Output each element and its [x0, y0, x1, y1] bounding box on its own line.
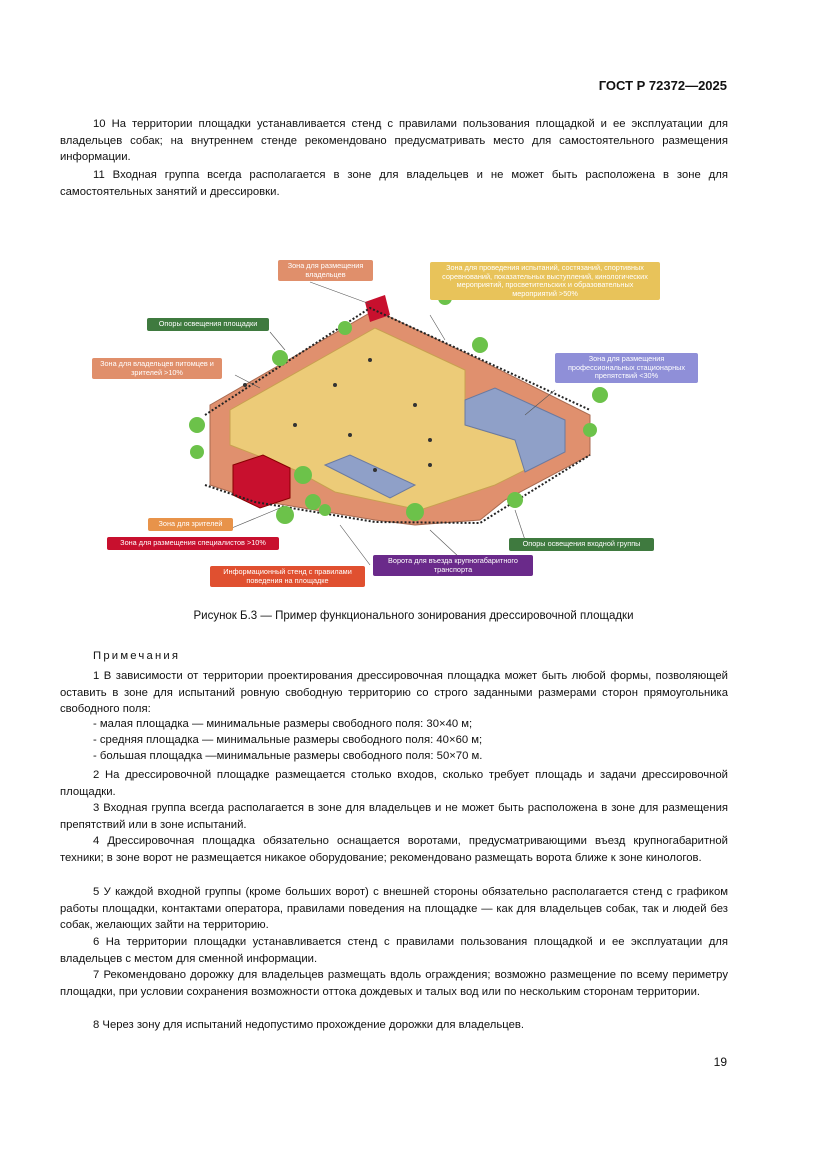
- page-number: 19: [713, 1055, 727, 1069]
- label-gate: Ворота для въезда крупногабаритного транспорта: [373, 555, 533, 576]
- label-nursery-zone: Зона для владельцев питомцев и зрителей >10%: [92, 358, 222, 379]
- zoning-figure: [85, 240, 745, 595]
- document-id: ГОСТ Р 72372—2025: [598, 78, 727, 93]
- note-1: 1 В зависимости от территории проектирования дрессировочная площадка может быть любой формы, позволяющей оставить в зоне для испытаний ровную свободную территорию со строго заданными размерами сторон прямоугольника свободного поля:: [60, 670, 728, 715]
- note-2: 2 На дрессировочной площадке размещается столько входов, сколько требует площадь и задачи дрессировочной площадки.: [60, 769, 728, 798]
- note-bullet-medium: - средняя площадка — минимальные размеры свободного поля: 40×60 м;: [93, 734, 483, 746]
- label-lighting-entrance: Опоры освещения входной группы: [509, 538, 654, 551]
- label-lighting-area: Опоры освещения площадки: [147, 318, 269, 331]
- label-owners-zone: Зона для размещения владельцев: [278, 260, 373, 281]
- note-3: 3 Входная группа всегда располагается в зоне для владельцев и не может быть расположена в зоне для размещения препятствий или в зоне испытаний.: [60, 802, 728, 831]
- label-spectators-zone: Зона для зрителей: [148, 518, 233, 531]
- paragraph-11: 11 Входная группа всегда располагается в зоне для владельцев и не может быть расположена в зоне для самостоятельных занятий и дрессировки.: [60, 169, 728, 198]
- label-specialists-zone: Зона для размещения специалистов >10%: [107, 537, 279, 550]
- note-5: 5 У каждой входной группы (кроме больших ворот) с внешней стороны обязательно располагается стенд с графиком работы площадки, контактами оператора, правилами поведения на площадке — как для владельцев собак, так и людей без собак, желающих зайти на территорию.: [60, 886, 728, 931]
- note-bullet-large: - большая площадка —минимальные размеры свободного поля: 50×70 м.: [93, 750, 483, 762]
- figure-caption: Рисунок Б.3 — Пример функционального зонирования дрессировочной площадки: [193, 610, 634, 622]
- note-bullet-small: - малая площадка — минимальные размеры свободного поля: 30×40 м;: [93, 718, 473, 730]
- note-6: 6 На территории площадки устанавливается стенд с правилами пользования площадкой и ее эксплуатации для владельцев с местом для сменной информации.: [60, 936, 728, 965]
- note-8: 8 Через зону для испытаний недопустимо прохождение дорожки для владельцев.: [93, 1019, 524, 1031]
- note-4: 4 Дрессировочная площадка обязательно оснащается воротами, предусматривающими въезд крупногабаритной техники; в зоне ворот не размещается никакое оборудование; рекомендовано размещать ворота ближе к зоне кинологов.: [60, 835, 728, 864]
- paragraph-10: 10 На территории площадки устанавливается стенд с правилами пользования площадкой и ее эксплуатации для владельцев собак; на внутреннем стенде рекомендовано предусматривать место для самостоятельного размещения информации.: [60, 118, 728, 163]
- label-obstacles-zone: Зона для размещения профессиональных стационарных препятствий <30%: [555, 353, 698, 383]
- notes-title: Примечания: [93, 650, 181, 662]
- label-info-stand: Информационный стенд с правилами поведения на площадке: [210, 566, 365, 587]
- label-tests-zone: Зона для проведения испытаний, состязаний, спортивных соревнований, показательных выступлений, кинологических мероприятий, просветительских и образовательных мероприятий >50%: [430, 262, 660, 300]
- note-7: 7 Рекомендовано дорожку для владельцев размещать вдоль ограждения; возможно размещение по всему периметру площадки, при условии сохранения возможности оттока дождевых и талых вод или по нескольким сторонам территории.: [60, 969, 728, 998]
